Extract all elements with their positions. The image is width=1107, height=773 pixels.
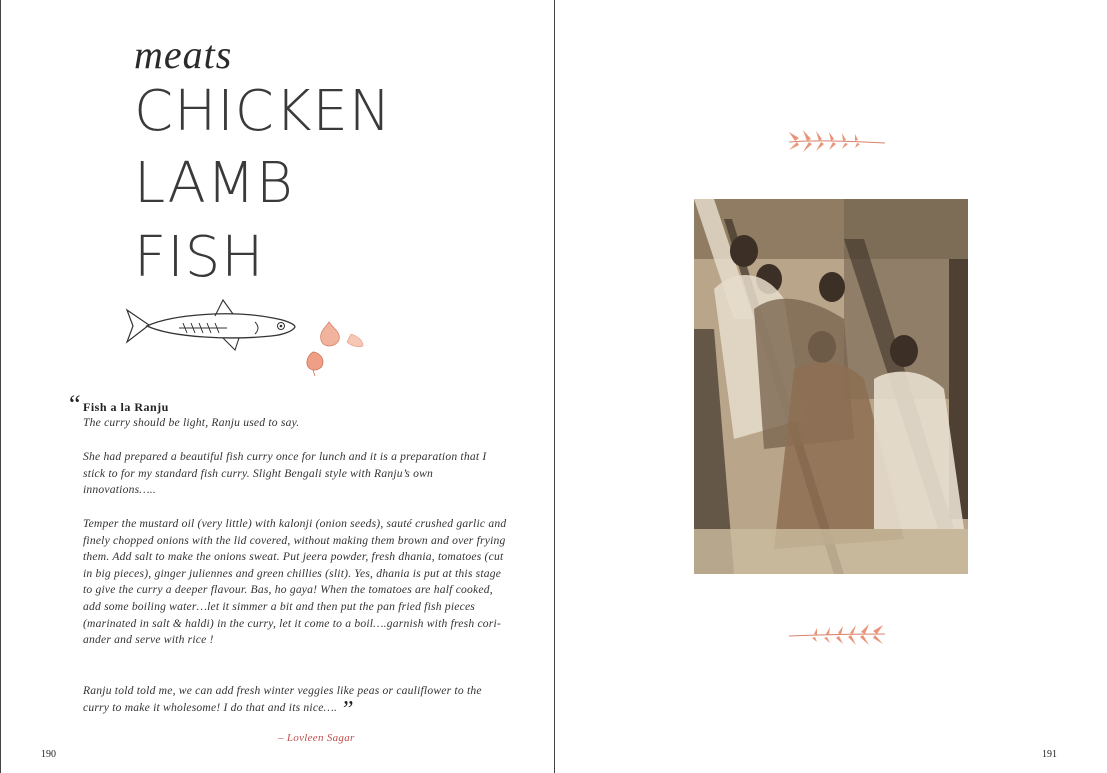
garlic-illustration (301, 318, 371, 380)
category-fish: FISH (134, 225, 265, 290)
category-chicken: CHICKEN (134, 79, 392, 144)
page-number: 190 (41, 749, 56, 760)
fish-illustration (123, 298, 298, 354)
recipe-paragraph: Temper the mustard oil (very little) with kalonji (onion seeds), sauté crushed garlic and finely chopped onions with the lid covered, without making them brown and over frying them. Add salt to make the onions sweat. Put jeera powder, fresh dhania, tomatoes (cut in big pieces), ginger juliennes and green chillies (slit). Yes, dhania is put at this stage to give the curry a deeper flavour. Bas, ho gaya! When the tomatoes are half cooked, add some boiling water…let it simmer a bit and then put the pan fried fish pieces (marinated in salt & haldi) in the curry, let it come to a boil….garnish with fresh cori-ander and serve with rice ! (83, 517, 507, 647)
recipe-paragraph: The curry should be light, Ranju used to say. (83, 416, 300, 429)
sprig-decoration (785, 620, 889, 650)
recipe-paragraph (83, 683, 508, 723)
category-lamb: LAMB (134, 151, 294, 216)
sprig-decoration (785, 126, 889, 156)
page-number: 191 (1042, 749, 1057, 760)
recipe-paragraph: She had prepared a beautiful fish curry once for lunch and it is a preparation that I stick to for my standard fish curry. Slight Bengali style with Ranju’s own innovations….. (83, 450, 487, 497)
quote-close-mark: ” (340, 696, 354, 723)
vintage-group-photo (694, 199, 968, 574)
recipe-title: Fish a la Ranju (83, 400, 169, 414)
recipe-paragraph-text: Ranju told told me, we can add fresh winter veggies like peas or cauliflower to the curry to make it wholesome! I do that and its nice…. (83, 684, 482, 714)
right-page (554, 0, 1107, 773)
attribution: – Lovleen Sagar (278, 732, 355, 744)
quote-open-mark: “ (69, 390, 81, 419)
section-label: meats (134, 32, 233, 77)
